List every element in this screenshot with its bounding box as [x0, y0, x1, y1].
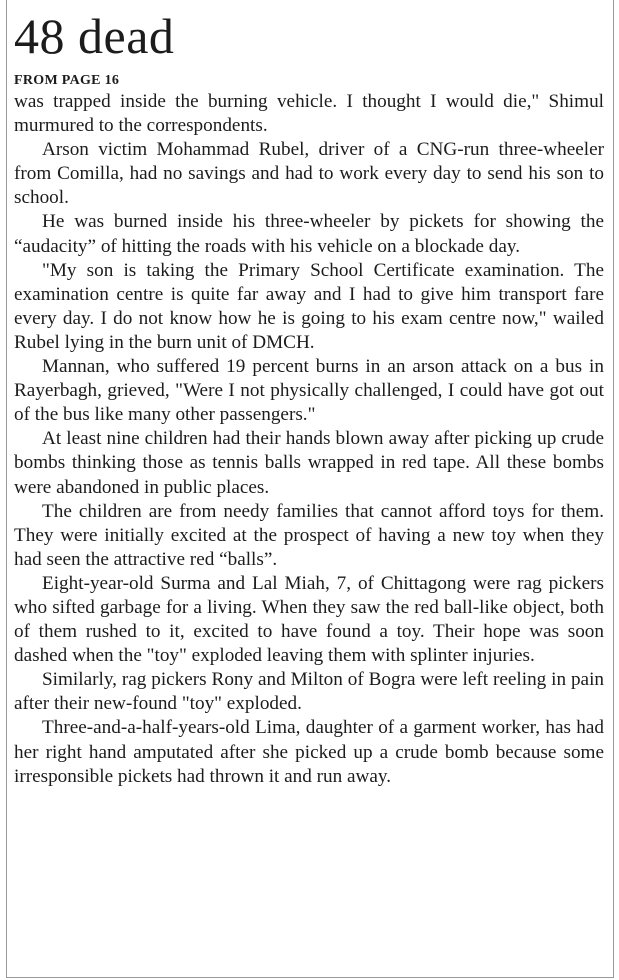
article-paragraph: was trapped inside the burning vehicle. I thought I would die," Shimul murmured to the correspondents. — [14, 91, 604, 137]
article-paragraph: Mannan, who suffered 19 percent burns in an arson attack on a bus in Rayerbagh, grieved, "Were I not physically challenged, I could have got out of the bus like many other passengers." — [14, 356, 604, 426]
article-body — [14, 90, 604, 789]
article-paragraph: Arson victim Mohammad Rubel, driver of a CNG-run three-wheeler from Comilla, had no savings and had to work every day to send his son to school. — [14, 139, 604, 209]
article-paragraph: At least nine children had their hands blown away after picking up crude bombs thinking those as tennis balls wrapped in red tape. All these bombs were abandoned in public places. — [14, 428, 604, 498]
article-paragraph: "My son is taking the Primary School Certificate examination. The examination centre is quite far away and I had to give him transport fare every day. I do not know how he is going to his exam centre now," wailed Rubel lying in the burn unit of DMCH. — [14, 259, 604, 353]
article-paragraph: The children are from needy families that cannot afford toys for them. They were initially excited at the prospect of having a new toy when they had seen the attractive red “balls”. — [14, 500, 604, 570]
article-paragraph: He was burned inside his three-wheeler by pickets for showing the “audacity” of hitting the roads with his vehicle on a blockade day. — [14, 211, 604, 257]
article-headline: 48 dead — [14, 8, 175, 64]
article-paragraph: Eight-year-old Surma and Lal Miah, 7, of Chittagong were rag pickers who sifted garbage for a living. When they saw the red ball-like object, both of them rushed to it, excited to have found a toy. Their hope was soon dashed when the "toy" exploded leaving them with splinter injuries. — [14, 572, 604, 667]
continued-from-label: FROM PAGE 16 — [14, 73, 120, 88]
article-paragraph: Similarly, rag pickers Rony and Milton of Bogra were left reeling in pain after their new-found "toy" exploded. — [14, 669, 604, 715]
article-paragraph: Three-and-a-half-years-old Lima, daughter of a garment worker, has had her right hand amputated after she picked up a crude bomb because some irresponsible pickets had thrown it and run away. — [14, 717, 604, 787]
news-article — [14, 8, 604, 789]
